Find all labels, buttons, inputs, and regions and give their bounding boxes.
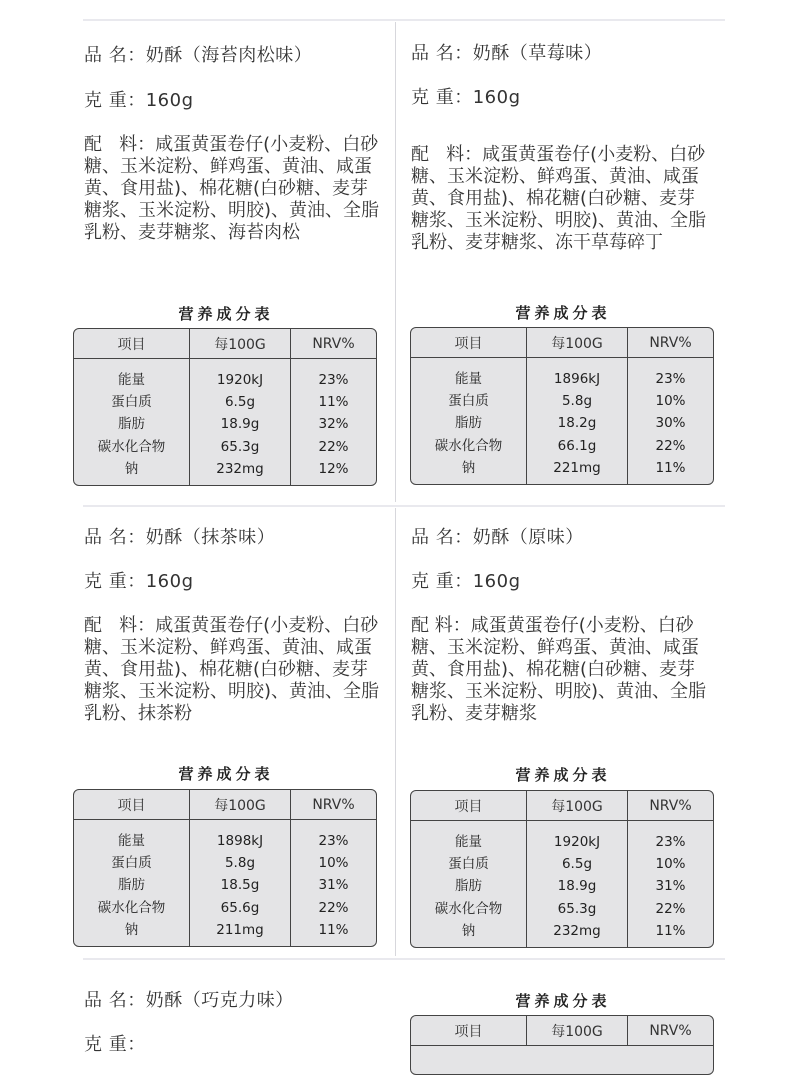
product-chocolate [84,990,384,1056]
product-name-row: 品 名：奶酥（草莓味） [411,43,603,64]
item-nrv: 11% [655,459,686,476]
item-nrv: 30% [655,415,686,432]
item-value: 65.3g [557,900,597,917]
item-value: 211mg [216,921,264,938]
item-value: 232mg [553,922,601,939]
nutrition-header-row [411,328,713,358]
item-value: 1898kJ [216,833,264,849]
nutrition-title: 营养成分表 [515,992,611,1010]
item-nrv: 11% [655,922,686,939]
item-name: 钠 [124,460,139,477]
product-seaweed [84,45,384,244]
item-name: 蛋白质 [111,394,152,411]
item-nrv: 31% [655,878,686,895]
item-nrv: 22% [655,437,686,454]
item-name: 脂肪 [118,416,145,433]
product-weight-row: 克 重：160g [84,90,194,111]
product-weight: 160g [472,87,521,108]
header-item: 项目 [411,791,527,820]
nutrition-header-row [74,790,376,820]
product-weight: 160g [472,571,521,592]
product-name: 奶酥（原味） [472,527,584,548]
header-nrv: NRV% [312,335,355,352]
header-per100g: 每100G [527,328,628,357]
nutrition-table [410,790,714,948]
item-value: 5.8g [224,855,256,872]
product-name: 奶酥（巧克力味） [145,990,294,1011]
nutrition-per100g-column [527,358,628,484]
product-ingredients: 配 料：咸蛋黄蛋卷仔(小麦粉、白砂糖、玉米淀粉、鲜鸡蛋、黄油、咸蛋黄、食用盐)、棉花糖(白砂糖、麦芽糖浆、玉米淀粉、明胶)、黄油、全脂乳粉、麦芽糖浆 [411,615,707,724]
product-strawberry [411,43,711,254]
nutrition-title: 营养成分表 [515,304,611,322]
item-value: 5.8g [561,393,593,410]
nutrition-nrv-column [291,820,376,946]
item-value: 18.5g [220,877,260,894]
product-name-row: 品 名：奶酥（原味） [411,527,584,548]
product-weight-row: 克 重： [84,1034,146,1055]
nutrition-header-row [411,1016,713,1046]
item-name: 钠 [461,922,476,939]
header-per100g: 每100G [190,790,291,819]
nutrition-items-column [411,358,527,484]
item-value: 65.3g [220,438,260,455]
nutrition-items-column [411,821,527,947]
nutrition-body [74,359,376,485]
nutrition-body [411,358,713,484]
item-nrv: 23% [318,372,349,388]
item-name: 钠 [461,459,476,476]
nutrition-title: 营养成分表 [515,766,611,784]
item-nrv: 31% [318,877,349,894]
nutrition-per100g-column [190,820,291,946]
nutrition-nrv-column [628,358,713,484]
item-name: 碳水化合物 [97,899,166,916]
item-value: 1920kJ [216,372,264,388]
item-name: 能量 [118,372,145,388]
nutrition-title: 营养成分表 [178,765,274,783]
header-nrv: NRV% [649,797,692,814]
item-name: 碳水化合物 [434,437,503,454]
nutrition-items-column [74,820,190,946]
item-nrv: 22% [655,900,686,917]
nutrition-items-column [74,359,190,485]
item-value: 18.9g [557,878,597,895]
item-nrv: 22% [318,899,349,916]
item-name: 能量 [455,371,482,387]
header-item: 项目 [411,328,527,357]
item-name: 碳水化合物 [97,438,166,455]
nutrition-table [73,789,377,947]
item-value: 221mg [553,459,601,476]
item-nrv: 11% [318,921,349,938]
item-value: 6.5g [224,394,256,411]
nutrition-table [410,1015,714,1075]
divider-bottom [83,958,725,960]
divider-vertical-1 [395,22,396,502]
nutrition-title: 营养成分表 [178,305,274,323]
item-value: 1896kJ [553,371,601,387]
item-nrv: 23% [655,834,686,850]
header-nrv: NRV% [649,334,692,351]
item-nrv: 32% [318,416,349,433]
product-name: 奶酥（海苔肉松味） [145,45,313,66]
nutrition-header-row [411,791,713,821]
header-item: 项目 [74,329,190,358]
header-item: 项目 [411,1016,527,1045]
product-weight-row: 克 重：160g [84,571,194,592]
product-ingredients: 配 料：咸蛋黄蛋卷仔(小麦粉、白砂糖、玉米淀粉、鲜鸡蛋、黄油、咸蛋黄、食用盐)、棉花糖(白砂糖、麦芽糖浆、玉米淀粉、明胶)、黄油、全脂乳粉、抹茶粉 [84,615,380,724]
header-nrv: NRV% [649,1022,692,1039]
divider-top [83,19,725,21]
product-name-row: 品 名：奶酥（海苔肉松味） [84,45,313,66]
nutrition-nrv-column [291,359,376,485]
nutrition-header-row [74,329,376,359]
product-name-row: 品 名：奶酥（抹茶味） [84,527,276,548]
item-value: 6.5g [561,856,593,873]
item-nrv: 12% [318,460,349,477]
item-name: 碳水化合物 [434,900,503,917]
item-name: 能量 [455,834,482,850]
item-name: 脂肪 [455,415,482,432]
item-value: 18.2g [557,415,597,432]
divider-vertical-2 [395,508,396,956]
item-nrv: 23% [655,371,686,387]
nutrition-per100g-column [190,359,291,485]
product-name: 奶酥（草莓味） [472,43,603,64]
nutrition-body [411,821,713,947]
header-per100g: 每100G [527,791,628,820]
item-name: 钠 [124,921,139,938]
nutrition-table [73,328,377,486]
item-name: 蛋白质 [111,855,152,872]
nutrition-table [410,327,714,485]
item-name: 脂肪 [455,878,482,895]
header-per100g: 每100G [527,1016,628,1045]
item-nrv: 22% [318,438,349,455]
nutrition-per100g-column [527,821,628,947]
item-name: 蛋白质 [448,393,489,410]
nutrition-nrv-column [628,821,713,947]
divider-middle [83,505,725,507]
item-nrv: 10% [655,393,686,410]
product-weight-row: 克 重：160g [411,571,521,592]
item-name: 脂肪 [118,877,145,894]
item-value: 1920kJ [553,834,601,850]
item-name: 能量 [118,833,145,849]
product-original [411,527,711,725]
product-name: 奶酥（抹茶味） [145,527,276,548]
header-nrv: NRV% [312,796,355,813]
item-nrv: 11% [318,394,349,411]
item-nrv: 10% [655,856,686,873]
header-item: 项目 [74,790,190,819]
item-value: 18.9g [220,416,260,433]
product-weight-row: 克 重：160g [411,87,521,108]
header-per100g: 每100G [190,329,291,358]
item-value: 66.1g [557,437,597,454]
product-name-row: 品 名：奶酥（巧克力味） [84,990,294,1011]
item-value: 232mg [216,460,264,477]
product-ingredients: 配 料：咸蛋黄蛋卷仔(小麦粉、白砂糖、玉米淀粉、鲜鸡蛋、黄油、咸蛋黄、食用盐)、棉花糖(白砂糖、麦芽糖浆、玉米淀粉、明胶)、黄油、全脂乳粉、麦芽糖浆、冻干草莓碎丁 [411,144,707,253]
item-value: 65.6g [220,899,260,916]
product-matcha [84,527,384,725]
item-nrv: 23% [318,833,349,849]
product-weight: 160g [145,571,194,592]
product-ingredients: 配 料：咸蛋黄蛋卷仔(小麦粉、白砂糖、玉米淀粉、鲜鸡蛋、黄油、咸蛋黄、食用盐)、棉花糖(白砂糖、麦芽糖浆、玉米淀粉、明胶)、黄油、全脂乳粉、麦芽糖浆、海苔肉松 [84,134,380,243]
item-name: 蛋白质 [448,856,489,873]
item-nrv: 10% [318,855,349,872]
nutrition-body [74,820,376,946]
product-weight: 160g [145,90,194,111]
